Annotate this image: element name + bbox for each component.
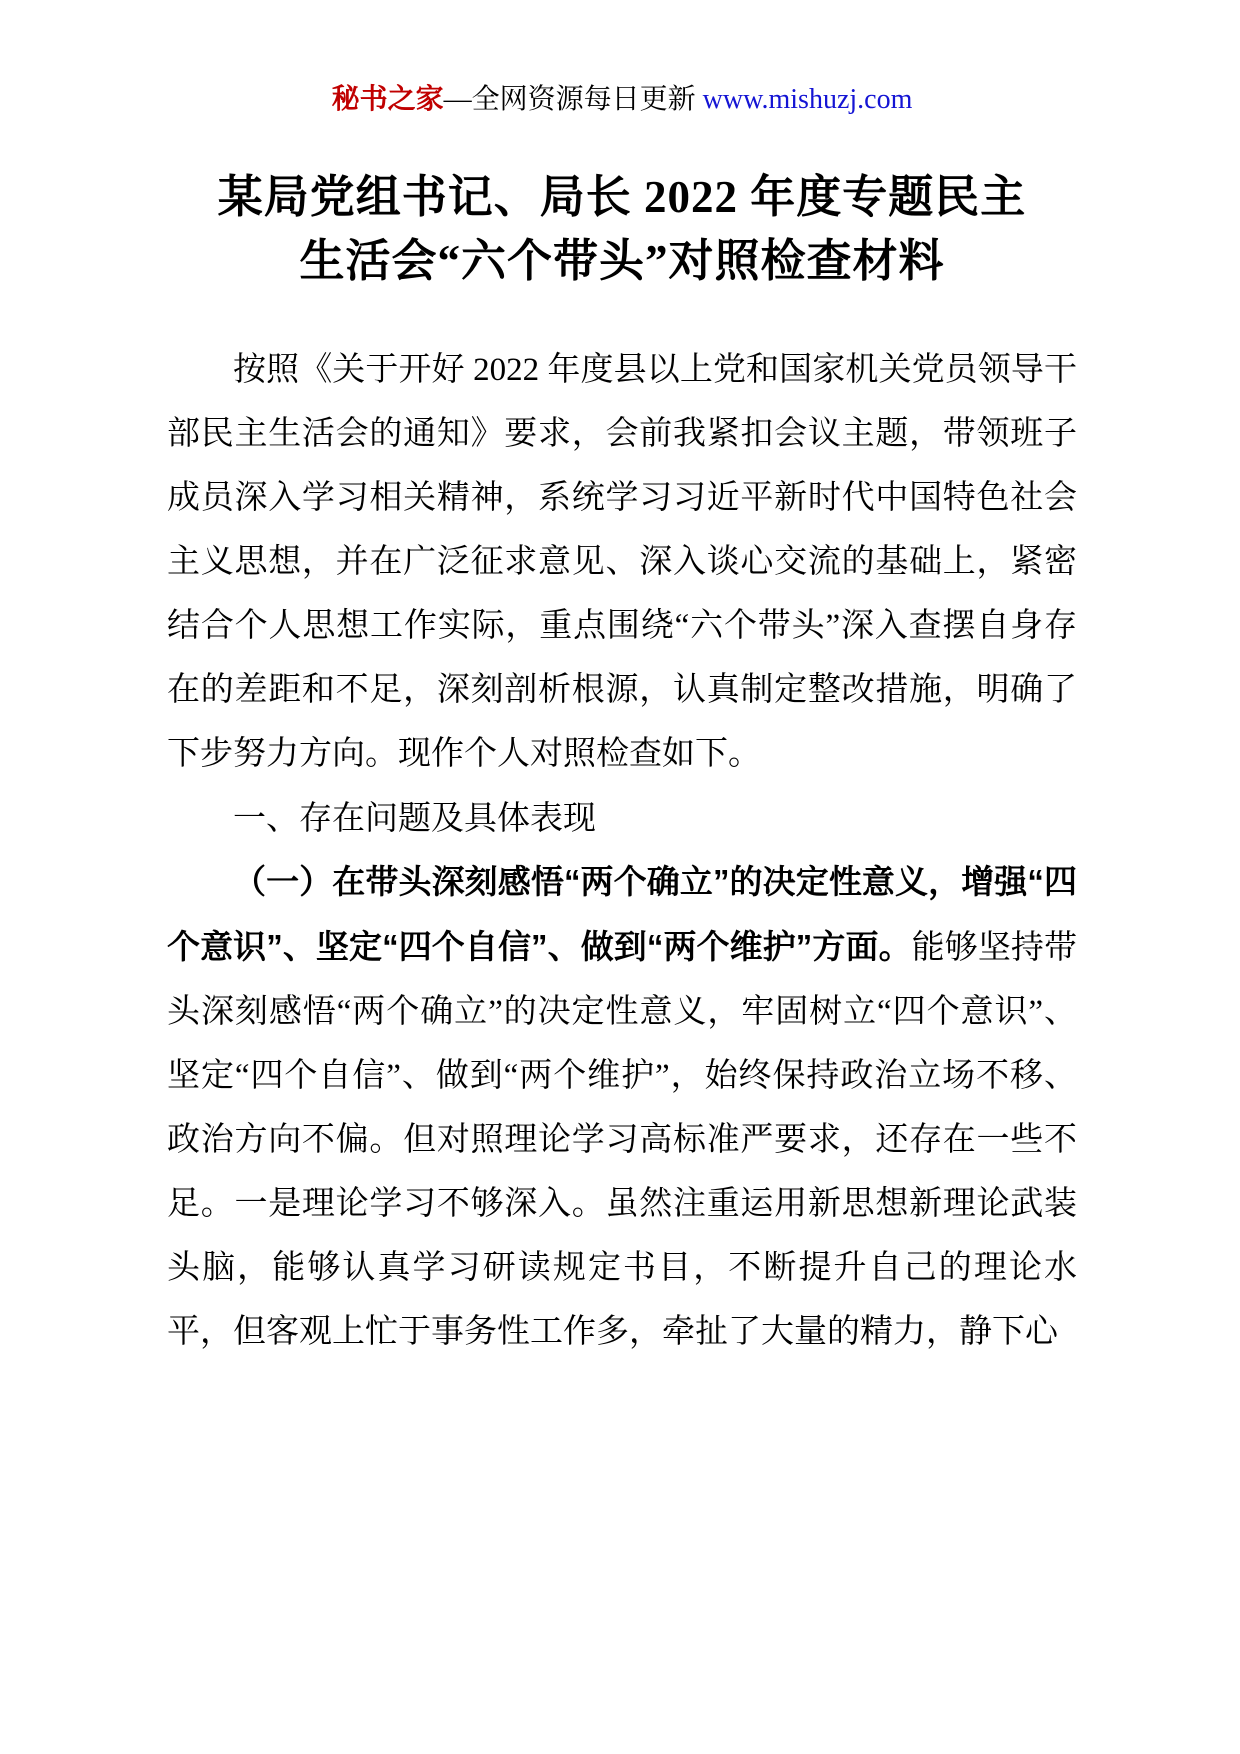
title-line-1: 某局党组书记、局长 2022 年度专题民主 [217, 172, 1027, 223]
paragraph-item-1 [167, 850, 1077, 1364]
title-line-2: 生活会“六个带头”对照检查材料 [299, 236, 945, 287]
document-title [167, 166, 1077, 294]
item-1-body-text: 能够坚持带头深刻感悟“两个确立”的决定性意义，牢固树立“四个意识”、坚定“四个自信”、做到“两个维护”，始终保持政治立场不移、政治方向不偏。但对照理论学习高标准严要求，还存在一些不足。一是理论学习不够深入。虽然注重运用新思想新理论武装头脑，能够认真学习研读规定书目，不断提升自己的理论水平，但客观上忙于事务性工作多，牵扯了大量的精力，静下心 [167, 930, 1078, 1351]
site-url-link[interactable]: www.mishuzj.com [702, 84, 913, 115]
document-header [167, 82, 1077, 118]
header-tagline: —全网资源每日更新 [443, 84, 703, 115]
paragraph-intro: 按照《关于开好 2022 年度县以上党和国家机关党员领导干部民主生活会的通知》要求，会前我紧扣会议主题，带领班子成员深入学习相关精神，系统学习习近平新时代中国特色社会主义思想，并在广泛征求意见、深入谈心交流的基础上，紧密结合个人思想工作实际，重点围绕“六个带头”深入查摆自身存在的差距和不足，深刻剖析根源，认真制定整改措施，明确了下步努力方向。现作个人对照检查如下。 [167, 352, 1077, 773]
section-1-heading: 一、存在问题及具体表现 [233, 799, 596, 837]
item-1-lead-bold: （一）在带头深刻感悟“两个确立”的决定性意义，增强“四个意识”、坚定“四个自信”、做到“两个维护”方面。 [167, 863, 1078, 966]
brand-name: 秘书之家 [331, 84, 444, 115]
